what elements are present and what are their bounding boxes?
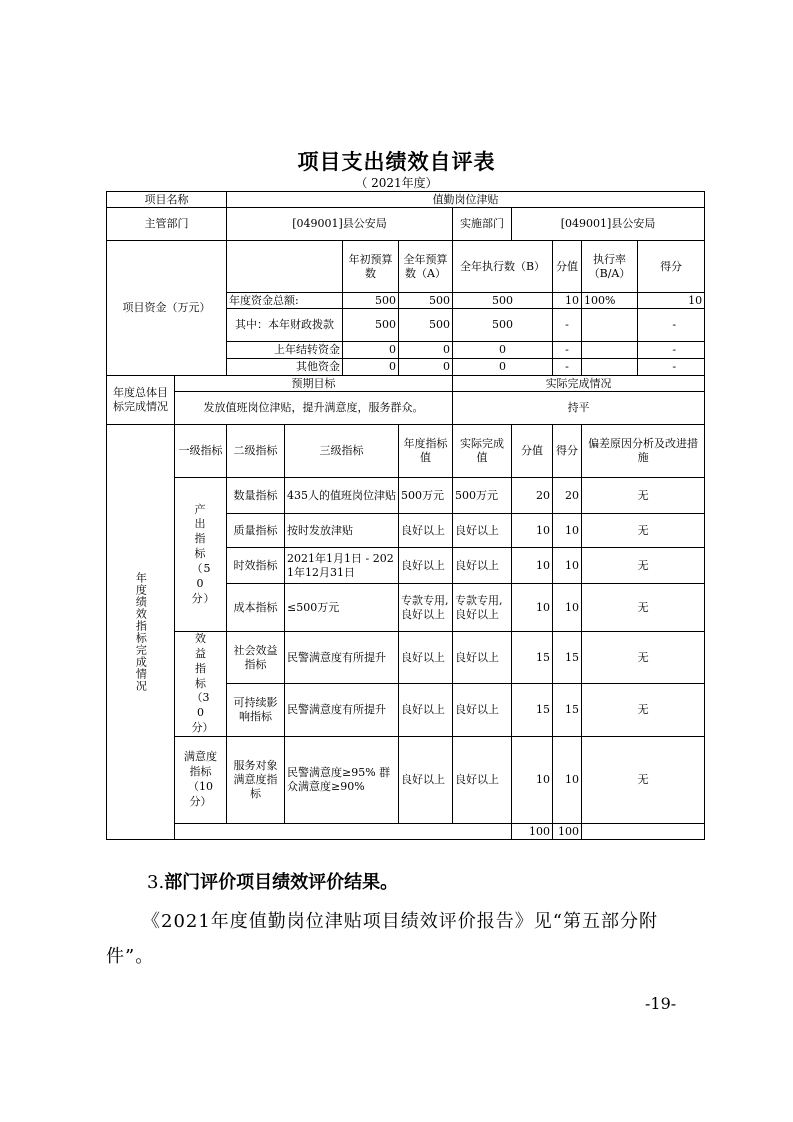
perf-actual: 良好以上 — [453, 514, 512, 548]
perf-actual: 良好以上 — [453, 632, 512, 684]
perf-l2: 可持续影响指标 — [227, 684, 285, 737]
funds-row-initial: 0 — [343, 342, 399, 359]
perf-group-name-text: 效益指标（30分） — [191, 632, 214, 735]
page-number: -19- — [645, 994, 677, 1013]
funds-row-exec: 500 — [453, 293, 553, 309]
funds-row-name: 年度资金总额: — [227, 293, 343, 309]
perf-l3: ≤500万元 — [285, 584, 399, 632]
goals-label: 年度总体目标完成情况 — [107, 376, 175, 425]
perf-actual: 良好以上 — [453, 684, 512, 737]
perf-deviation: 无 — [582, 548, 705, 584]
perf-header-l3: 三级指标 — [285, 425, 399, 478]
perf-deviation: 无 — [582, 478, 705, 514]
funds-row-initial: 500 — [343, 293, 399, 309]
perf-score: 10 — [553, 737, 582, 824]
funds-header-score-value: 分值 — [553, 241, 582, 293]
dept-label: 主管部门 — [107, 208, 227, 241]
perf-score-value: 10 — [512, 584, 553, 632]
project-name-value: 值勤岗位津贴 — [227, 192, 705, 208]
perf-actual: 专款专用,良好以上 — [453, 584, 512, 632]
section-3-number: 3. — [147, 872, 165, 893]
perf-l2: 成本指标 — [227, 584, 285, 632]
perf-header-l2: 二级指标 — [227, 425, 285, 478]
funds-row-score: 10 — [638, 293, 705, 309]
perf-score: 10 — [553, 584, 582, 632]
project-name-label: 项目名称 — [107, 192, 227, 208]
funds-row-score-value: - — [553, 359, 582, 376]
perf-l3: 民警满意度≥95% 群众满意度≥90% — [285, 737, 399, 824]
perf-target: 专款专用,良好以上 — [399, 584, 453, 632]
funds-header-score: 得分 — [638, 241, 705, 293]
perf-score: 15 — [553, 632, 582, 684]
perf-target: 良好以上 — [399, 737, 453, 824]
funds-row-rate — [582, 342, 638, 359]
funds-row-rate — [582, 359, 638, 376]
perf-l2: 社会效益指标 — [227, 632, 285, 684]
perf-score: 15 — [553, 684, 582, 737]
perf-target: 500万元 — [399, 478, 453, 514]
perf-actual: 良好以上 — [453, 737, 512, 824]
perf-score: 10 — [553, 548, 582, 584]
perf-target: 良好以上 — [399, 684, 453, 737]
funds-row-rate: 100% — [582, 293, 638, 309]
perf-l3: 按时发放津贴 — [285, 514, 399, 548]
perf-target: 良好以上 — [399, 548, 453, 584]
funds-row-name: 上年结转资金 — [227, 342, 343, 359]
perf-score: 10 — [553, 514, 582, 548]
perf-score: 20 — [553, 478, 582, 514]
funds-blank-header — [227, 241, 343, 293]
funds-row-full: 500 — [399, 309, 453, 342]
perf-score-value: 10 — [512, 737, 553, 824]
perf-deviation: 无 — [582, 684, 705, 737]
perf-score-value: 15 — [512, 684, 553, 737]
funds-row-score: - — [638, 359, 705, 376]
perf-header-deviation: 偏差原因分析及改进措施 — [582, 425, 705, 478]
perf-deviation: 无 — [582, 584, 705, 632]
funds-row-exec: 0 — [453, 342, 553, 359]
dept-value: [049001]县公安局 — [227, 208, 453, 241]
perf-label-text: 年度绩效指标完成情况 — [134, 572, 148, 692]
funds-header-rate: 执行率（B/A） — [582, 241, 638, 293]
perf-actual: 500万元 — [453, 478, 512, 514]
funds-header-exec: 全年执行数（B） — [453, 241, 553, 293]
perf-group-name — [175, 632, 227, 737]
funds-header-full: 全年预算数（A） — [399, 241, 453, 293]
funds-row-name: 其他资金 — [227, 359, 343, 376]
funds-row-score: - — [638, 309, 705, 342]
perf-header-l1: 一级指标 — [175, 425, 227, 478]
section-3-title: 部门评价项目绩效评价结果。 — [164, 872, 399, 893]
perf-header-score-value: 分值 — [512, 425, 553, 478]
perf-actual: 良好以上 — [453, 548, 512, 584]
goals-expected-label: 预期目标 — [175, 376, 453, 392]
perf-l3: 435人的值班岗位津贴 — [285, 478, 399, 514]
perf-score-value: 10 — [512, 514, 553, 548]
section-3-heading — [147, 868, 398, 894]
funds-row-rate — [582, 309, 638, 342]
perf-l3: 2021年1月1日 - 2021年12月31日 — [285, 548, 399, 584]
funds-row-full: 0 — [399, 359, 453, 376]
perf-header-actual: 实际完成值 — [453, 425, 512, 478]
funds-label: 项目资金（万元） — [107, 241, 227, 376]
perf-l2: 数量指标 — [227, 478, 285, 514]
perf-label — [107, 425, 175, 840]
document-year: （ 2021年度） — [355, 176, 438, 190]
perf-header-target: 年度指标值 — [399, 425, 453, 478]
funds-row-score-value: - — [553, 342, 582, 359]
funds-row-full: 0 — [399, 342, 453, 359]
perf-target: 良好以上 — [399, 514, 453, 548]
impl-dept-value: [049001]县公安局 — [512, 208, 705, 241]
total-blank — [175, 824, 512, 840]
goals-actual-label: 实际完成情况 — [453, 376, 705, 392]
perf-group-name-text: 产出指标（50分） — [191, 502, 216, 605]
perf-group-name — [175, 478, 227, 632]
perf-header-score: 得分 — [553, 425, 582, 478]
total-score-value: 100 — [512, 824, 553, 840]
funds-row-name: 其中：本年财政拨款 — [227, 309, 343, 342]
report-paragraph: 《2021年度值勤岗位津贴项目绩效评价报告》见“第五部分附件”。 — [106, 911, 659, 967]
funds-row-score-value: 10 — [553, 293, 582, 309]
perf-l2: 质量指标 — [227, 514, 285, 548]
perf-score-value: 10 — [512, 548, 553, 584]
perf-deviation: 无 — [582, 514, 705, 548]
goals-actual-value: 持平 — [453, 392, 705, 425]
perf-score-value: 20 — [512, 478, 553, 514]
perf-l3: 民警满意度有所提升 — [285, 684, 399, 737]
funds-header-initial: 年初预算数 — [343, 241, 399, 293]
funds-row-initial: 500 — [343, 309, 399, 342]
perf-target: 良好以上 — [399, 632, 453, 684]
perf-score-value: 15 — [512, 632, 553, 684]
perf-l3: 民警满意度有所提升 — [285, 632, 399, 684]
funds-row-initial: 0 — [343, 359, 399, 376]
perf-group-name-text: 满意度指标（10分） — [184, 750, 217, 808]
perf-deviation: 无 — [582, 632, 705, 684]
perf-group-name — [175, 737, 227, 824]
funds-row-score: - — [638, 342, 705, 359]
goals-expected-value: 发放值班岗位津贴，提升满意度，服务群众。 — [175, 392, 453, 425]
document-title: 项目支出绩效自评表 — [297, 150, 496, 174]
perf-l2: 服务对象满意度指标 — [227, 737, 285, 824]
funds-row-exec: 0 — [453, 359, 553, 376]
self-evaluation-table — [106, 191, 705, 840]
funds-row-exec: 500 — [453, 309, 553, 342]
perf-deviation: 无 — [582, 737, 705, 824]
perf-l2: 时效指标 — [227, 548, 285, 584]
funds-row-score-value: - — [553, 309, 582, 342]
total-blank-right — [582, 824, 705, 840]
funds-row-full: 500 — [399, 293, 453, 309]
impl-dept-label: 实施部门 — [453, 208, 512, 241]
total-score: 100 — [553, 824, 582, 840]
